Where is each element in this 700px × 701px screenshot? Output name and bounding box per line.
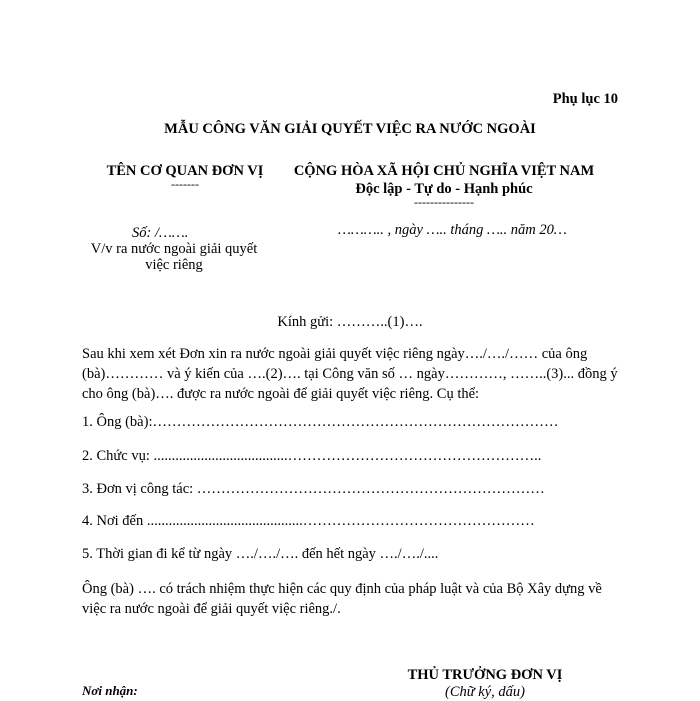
document-title: MẪU CÔNG VĂN GIẢI QUYẾT VIỆC RA NƯỚC NGOÀI xyxy=(164,121,536,137)
item-workplace: 3. Đơn vị công tác: ……………………………………………………………… xyxy=(82,481,545,497)
appendix-label: Phụ lục 10 xyxy=(552,91,618,107)
signer-note: (Chữ ký, dấu) xyxy=(445,684,525,700)
item-person: 1. Ông (bà):………………………………………………………………………… xyxy=(82,414,559,430)
signer-title: THỦ TRƯỞNG ĐƠN VỊ xyxy=(407,667,563,683)
item-position: 2. Chức vụ: .....................................…………………………………………….. xyxy=(82,448,542,464)
recipients-label: Nơi nhận: xyxy=(82,683,138,698)
motto-divider: --------------- xyxy=(414,195,474,209)
national-title: CỘNG HÒA XÃ HỘI CHỦ NGHĨA VIỆT NAM xyxy=(293,163,595,179)
organization-name: TÊN CƠ QUAN ĐƠN VỊ xyxy=(106,163,264,179)
subject-line-1: V/v ra nước ngoài giải quyết xyxy=(90,241,258,257)
organization-divider: ------- xyxy=(171,177,199,191)
subject-line-2: việc riêng xyxy=(145,257,203,273)
item-time-period: 5. Thời gian đi kể từ ngày …./…./…. đến hết ngày …./…./.... xyxy=(82,546,439,562)
item-destination: 4. Nơi đến ...........................................………………………………………… xyxy=(82,513,535,529)
closing-paragraph: Ông (bà) …. có trách nhiệm thực hiện các quy định của pháp luật và của Bộ Xây dựng về việc ra nước ngoài để giải quyết việc riêng./. xyxy=(82,581,602,617)
document-number: Số: /……. xyxy=(132,225,189,241)
document-date: ……….. , ngày ….. tháng ….. năm 20… xyxy=(338,222,567,238)
intro-paragraph: Sau khi xem xét Đơn xin ra nước ngoài giải quyết việc riêng ngày…./…./…… của ông (bà)………… và ý kiến của ….(2)…. tại Công văn số … ngày…………, ……..(3)... đồng ý cho ông (bà)…. được ra nước ngoài để giải quyết việc riêng. Cụ thể: xyxy=(82,346,618,402)
recipient-line: Kính gửi: ………..(1)…. xyxy=(277,314,423,330)
national-motto: Độc lập - Tự do - Hạnh phúc xyxy=(355,181,533,197)
